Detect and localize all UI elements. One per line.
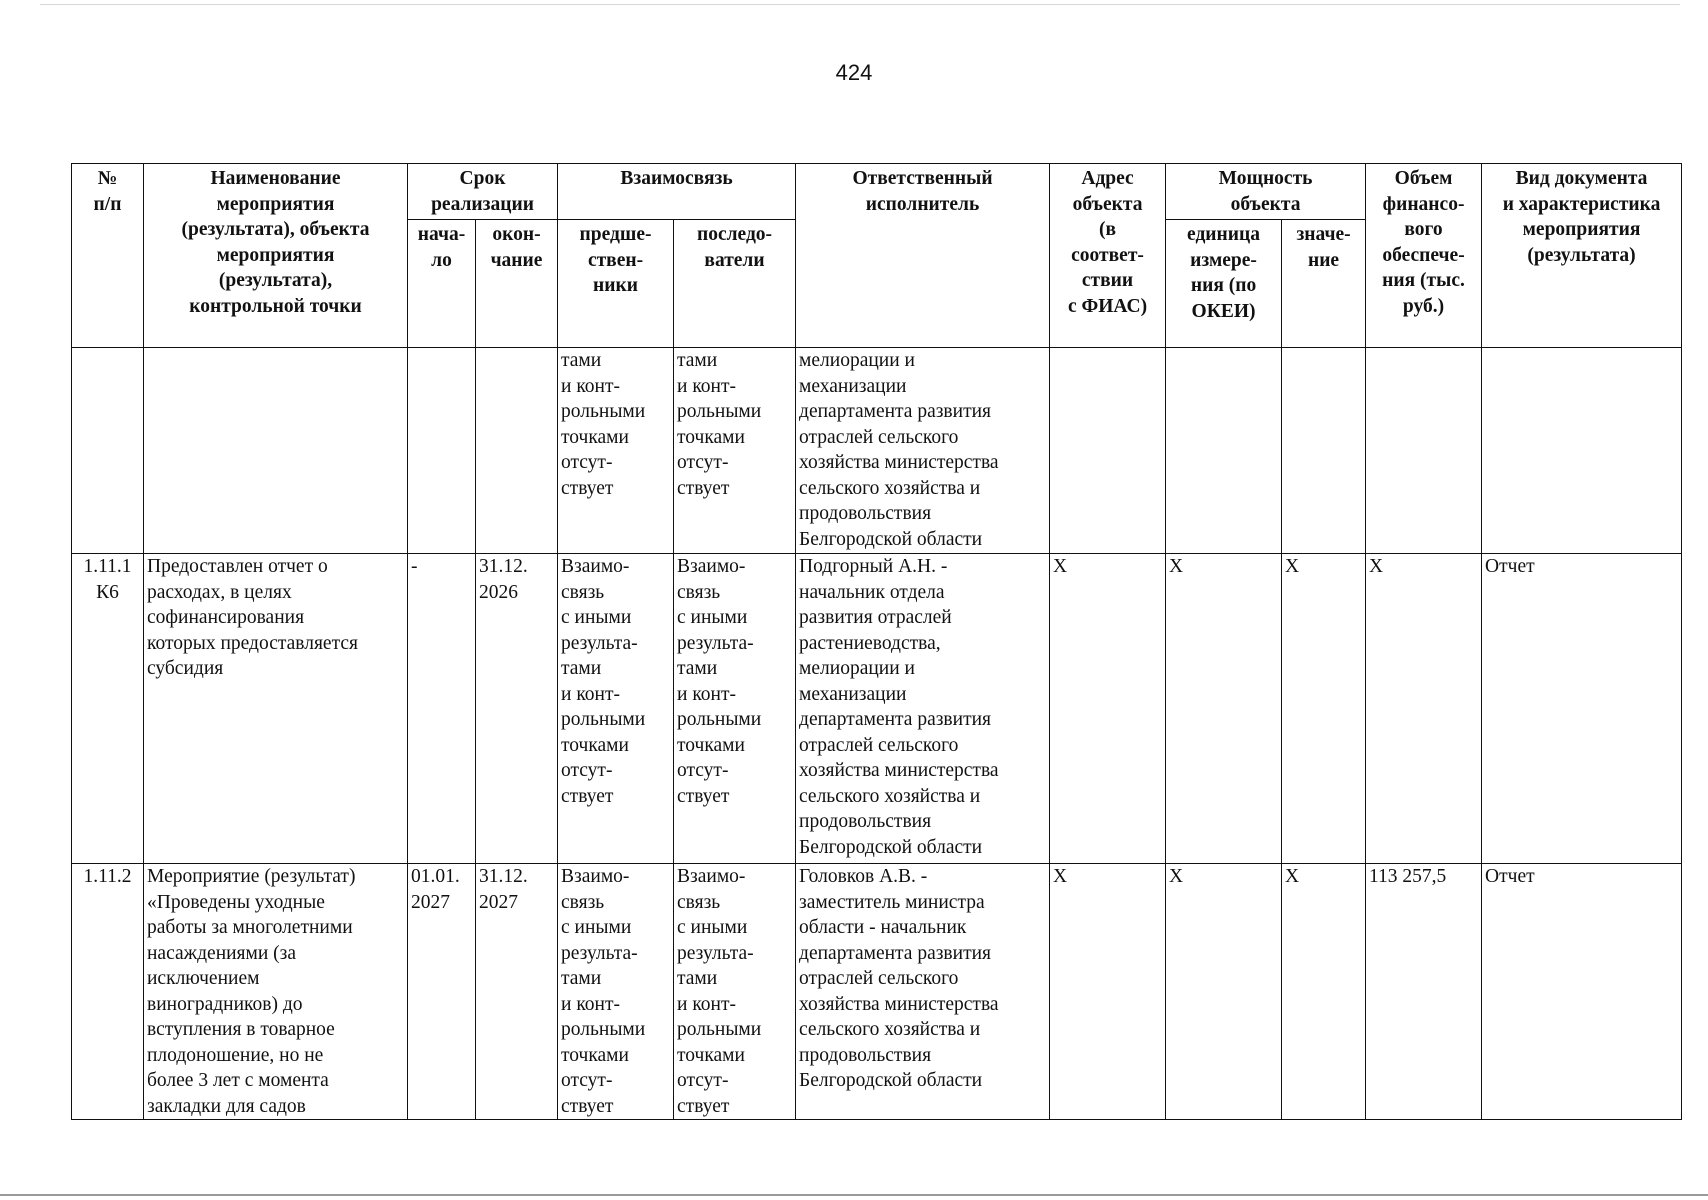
text-line: 01.01.	[411, 866, 460, 887]
text-line: отсут-	[561, 760, 613, 781]
text-line: чание	[490, 249, 543, 271]
text-line: хозяйства министерства	[799, 993, 999, 1015]
text-line: отраслей сельского	[799, 968, 959, 989]
row-prev	[558, 864, 674, 1120]
text-line: ствии	[1081, 270, 1134, 291]
text-line: Взаимо-	[561, 866, 630, 887]
text-line: тами	[677, 658, 718, 679]
text-line: и конт-	[677, 375, 737, 397]
row-value	[1282, 348, 1366, 554]
header-cap-unit	[1166, 220, 1282, 348]
text-line: продовольствия	[799, 811, 932, 832]
text-line: отсут-	[561, 1070, 613, 1091]
text-line: результа-	[677, 632, 754, 654]
text-line: растениеводства,	[799, 632, 941, 654]
row-num	[72, 554, 144, 864]
text-line: ватели	[704, 249, 765, 271]
text-line: -	[411, 556, 418, 577]
row-address	[1050, 864, 1166, 1120]
text-line: тами	[561, 658, 602, 679]
text-line: исполнитель	[865, 193, 980, 215]
text-line: и конт-	[561, 993, 621, 1015]
row-end	[476, 864, 558, 1120]
text-line: и конт-	[677, 683, 737, 705]
text-line: департамента развития	[799, 942, 992, 964]
text-line: сельского хозяйства и	[799, 785, 981, 807]
text-line: ние	[1307, 249, 1340, 271]
text-line: 31.12.	[479, 556, 528, 577]
text-line: точками	[561, 1044, 629, 1066]
row-prev	[558, 554, 674, 864]
table-row	[72, 554, 1682, 864]
header-name	[144, 164, 408, 348]
header-executor	[796, 164, 1050, 348]
row-name	[144, 864, 408, 1120]
header-doc-type	[1482, 164, 1682, 348]
text-line: заместитель министра	[799, 891, 985, 913]
text-line: предше-	[579, 224, 652, 245]
table-row	[72, 864, 1682, 1120]
row-start	[408, 348, 476, 554]
text-line: нача-	[417, 224, 466, 245]
text-line: Взаимо-	[677, 556, 746, 577]
row-end	[476, 554, 558, 864]
text-line: мероприятия	[1522, 219, 1641, 240]
header-num	[72, 164, 144, 348]
text-line: Х	[1053, 866, 1068, 887]
scan-edge-top	[40, 4, 1680, 5]
text-line: Адрес	[1081, 168, 1134, 189]
row-start	[408, 864, 476, 1120]
text-line: Ответственный	[852, 168, 993, 189]
text-line: ствует	[677, 1095, 730, 1117]
text-line: ОКЕИ)	[1191, 300, 1256, 322]
text-line: Срок	[459, 168, 506, 189]
text-line: вого	[1404, 219, 1443, 240]
header-link-next	[674, 220, 796, 348]
text-line: рольными	[561, 401, 646, 422]
page-number: 424	[835, 60, 873, 85]
text-line: рольными	[677, 1019, 762, 1040]
row-address	[1050, 348, 1166, 554]
text-line: с иными	[561, 607, 632, 628]
row-executor	[796, 348, 1050, 554]
text-line: работы за многолетними	[147, 917, 353, 938]
header-finance	[1366, 164, 1482, 348]
text-line: продовольствия	[799, 503, 932, 524]
text-line: ния (по	[1190, 275, 1257, 296]
text-line: 1.11.1	[83, 556, 132, 577]
text-line: рольными	[561, 709, 646, 730]
row-value	[1282, 554, 1366, 864]
text-line: Белгородской области	[799, 528, 983, 550]
text-line: объекта	[1230, 193, 1301, 215]
text-line: рольными	[677, 709, 762, 730]
text-line: хозяйства министерства	[799, 452, 999, 473]
text-line: (результата)	[1527, 244, 1636, 266]
text-line: Отчет	[1485, 866, 1535, 887]
row-executor	[796, 554, 1050, 864]
text-line: 1.11.2	[83, 866, 132, 887]
text-line: Взаимо-	[677, 866, 746, 887]
text-line: результа-	[561, 942, 638, 964]
text-line: связь	[677, 891, 721, 913]
text-line: и конт-	[561, 375, 621, 397]
text-line: точками	[677, 734, 745, 756]
text-line: последо-	[696, 224, 773, 245]
text-line: связь	[677, 581, 721, 603]
text-line: «Проведены уходные	[147, 891, 325, 913]
text-line: №	[97, 168, 118, 189]
header-link: Взаимосвязь	[558, 164, 796, 220]
text-line: Вид документа	[1515, 168, 1648, 189]
text-line: рольными	[561, 1019, 646, 1040]
header-link-prev	[558, 220, 674, 348]
text-line: отраслей сельского	[799, 734, 959, 756]
text-line: продовольствия	[799, 1044, 932, 1066]
text-line: мелиорации и	[799, 658, 915, 679]
row-unit	[1166, 864, 1282, 1120]
text-line: контрольной точки	[189, 295, 362, 317]
text-line: которых предоставляется	[147, 632, 358, 654]
text-line: окон-	[492, 224, 541, 245]
table-row	[72, 348, 1682, 554]
text-line: соответ-	[1071, 244, 1144, 266]
text-line: механизации	[799, 683, 907, 705]
text-line: ствует	[561, 1095, 614, 1117]
text-line: мероприятия	[216, 193, 335, 215]
text-line: Белгородской области	[799, 1070, 983, 1091]
text-line: финансо-	[1382, 193, 1465, 215]
activity-table	[71, 163, 1682, 1120]
text-line: развития отраслей	[799, 607, 952, 628]
row-end	[476, 348, 558, 554]
row-address	[1050, 554, 1166, 864]
text-line: измере-	[1190, 249, 1257, 271]
text-line: Головков А.В. -	[799, 866, 928, 887]
text-line: более 3 лет с момента	[147, 1070, 329, 1091]
text-line: ствен-	[587, 249, 644, 271]
header-term-start	[408, 220, 476, 348]
row-executor	[796, 864, 1050, 1120]
text-line: и характеристика	[1502, 193, 1661, 215]
text-line: ники	[593, 275, 638, 296]
text-line: (в	[1099, 219, 1117, 240]
text-line: 2027	[411, 891, 450, 913]
row-name	[144, 554, 408, 864]
text-line: департамента развития	[799, 401, 992, 422]
text-line: Взаимо-	[561, 556, 630, 577]
text-line: единица	[1187, 224, 1261, 245]
text-line: Х	[1053, 556, 1068, 577]
text-line: и конт-	[561, 683, 621, 705]
text-line: отсут-	[677, 760, 729, 781]
text-line: закладки для садов	[147, 1095, 306, 1117]
text-line: с иными	[561, 917, 632, 938]
text-line: ния (тыс.	[1382, 270, 1465, 291]
text-line: тами	[561, 968, 602, 989]
text-line: мелиорации и	[799, 350, 915, 371]
text-line: сельского хозяйства и	[799, 477, 981, 499]
row-name	[144, 348, 408, 554]
row-unit	[1166, 554, 1282, 864]
text-line: с иными	[677, 917, 748, 938]
row-unit	[1166, 348, 1282, 554]
header-address	[1050, 164, 1166, 348]
text-line: области - начальник	[799, 917, 967, 938]
text-line: Отчет	[1485, 556, 1535, 577]
text-line: с ФИАС)	[1067, 295, 1148, 317]
text-line: Мощность	[1218, 168, 1313, 189]
text-line: расходах, в целях	[147, 581, 292, 603]
text-line: результа-	[561, 632, 638, 654]
text-line: связь	[561, 581, 605, 603]
text-line: Предоставлен отчет о	[147, 556, 328, 577]
text-line: Наименование	[210, 168, 341, 189]
text-line: механизации	[799, 375, 907, 397]
text-line: мероприятия	[216, 244, 335, 266]
text-line: Х	[1285, 556, 1300, 577]
text-line: точками	[561, 426, 629, 448]
text-line: связь	[561, 891, 605, 913]
row-doc	[1482, 348, 1682, 554]
text-line: ствует	[561, 477, 614, 499]
header-term-end	[476, 220, 558, 348]
row-num	[72, 864, 144, 1120]
text-line: рольными	[677, 401, 762, 422]
text-line: точками	[677, 426, 745, 448]
text-line: отраслей сельского	[799, 426, 959, 448]
row-num	[72, 348, 144, 554]
row-start	[408, 554, 476, 864]
text-line: исключением	[147, 968, 260, 989]
text-line: п/п	[93, 193, 122, 215]
row-doc	[1482, 864, 1682, 1120]
text-line: софинансирования	[147, 607, 305, 628]
text-line: начальник отдела	[799, 581, 945, 603]
text-line: 31.12.	[479, 866, 528, 887]
text-line: Х	[1169, 556, 1184, 577]
text-line: хозяйства министерства	[799, 760, 999, 781]
text-line: с иными	[677, 607, 748, 628]
text-line: тами	[561, 350, 602, 371]
text-line: (результата),	[218, 270, 333, 291]
text-line: 2027	[479, 891, 518, 913]
text-line: сельского хозяйства и	[799, 1019, 981, 1040]
text-line: (результата), объекта	[181, 219, 370, 240]
row-next	[674, 864, 796, 1120]
row-finance	[1366, 554, 1482, 864]
text-line: значе-	[1296, 224, 1351, 245]
row-next	[674, 554, 796, 864]
text-line: отсут-	[677, 452, 729, 473]
text-line: ло	[431, 249, 452, 271]
row-prev	[558, 348, 674, 554]
text-line: объекта	[1072, 193, 1143, 215]
text-line: Х	[1285, 866, 1300, 887]
row-value	[1282, 864, 1366, 1120]
text-line: обеспече-	[1382, 244, 1465, 266]
text-line: Х	[1169, 866, 1184, 887]
text-line: 113 257,5	[1369, 866, 1447, 887]
text-line: К6	[96, 581, 119, 603]
text-line: ствует	[677, 477, 730, 499]
header-cap-value	[1282, 220, 1366, 348]
text-line: точками	[561, 734, 629, 756]
text-line: ствует	[677, 785, 730, 807]
text-line: руб.)	[1402, 295, 1445, 317]
text-line: Белгородской области	[799, 836, 983, 858]
text-line: ствует	[561, 785, 614, 807]
text-line: Мероприятие (результат)	[147, 866, 356, 887]
header-term	[408, 164, 558, 220]
text-line: департамента развития	[799, 709, 992, 730]
row-finance	[1366, 864, 1482, 1120]
text-line: результа-	[677, 942, 754, 964]
text-line: точками	[677, 1044, 745, 1066]
text-line: тами	[677, 350, 718, 371]
header-capacity	[1166, 164, 1366, 220]
text-line: отсут-	[561, 452, 613, 473]
text-line: реализации	[431, 193, 534, 215]
text-line: тами	[677, 968, 718, 989]
text-line: виноградников) до	[147, 993, 303, 1015]
row-doc	[1482, 554, 1682, 864]
text-line: плодоношение, но не	[147, 1044, 324, 1066]
row-next	[674, 348, 796, 554]
text-line: и конт-	[677, 993, 737, 1015]
text-line: 2026	[479, 581, 518, 603]
text-line: вступления в товарное	[147, 1019, 335, 1040]
text-line: отсут-	[677, 1070, 729, 1091]
text-line: субсидия	[147, 658, 224, 679]
text-line: насаждениями (за	[147, 942, 297, 964]
text-line: Подгорный А.Н. -	[799, 556, 948, 577]
text-line: Х	[1369, 556, 1384, 577]
row-finance	[1366, 348, 1482, 554]
text-line: Объем	[1394, 168, 1453, 189]
scan-edge-bottom	[0, 1194, 1708, 1196]
